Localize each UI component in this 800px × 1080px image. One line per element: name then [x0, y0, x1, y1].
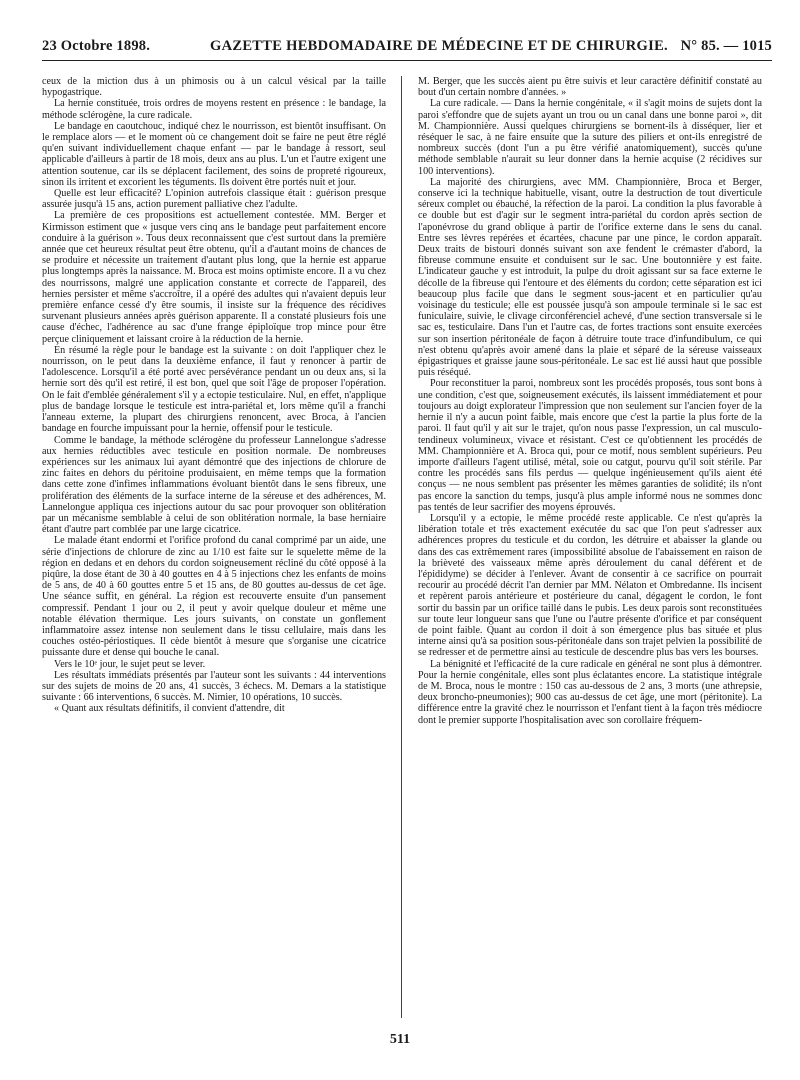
paragraph: Vers le 10ᵉ jour, le sujet peut se lever. [54, 658, 206, 670]
page-folio: 511 [389, 1032, 411, 1047]
paragraph: Quelle est leur efficacité? L'opinion autrefois classique était : guérison presque assurée jusqu'à 15 ans, action purement palliative chez l'adulte. [42, 188, 386, 211]
paragraph: Le malade étant endormi et l'orifice profond du canal comprimé par un aide, une série d'injections de chlorure de zinc au 1/10 est faite sur le squelette même de la région en dedans et en dehors du cordon soigneusement récliné du côté opposé à la piqûre, la dose étant de 30 à 40 gouttes en 4 à 5 injections chez les enfants de moins de 5 ans, de 40 à 60 gouttes entre 5 et 15 ans, de 80 gouttes au-dessus de cet âge. Une séance suffit, en général. La région est recouverte ensuite d'un pansement compressif. Pendant 1 jour ou 2, il peut y avoir quelque douleur et même une notable élévation thermique. Les jours suivants, on constate un gonflement inflammatoire assez intense non seulement dans le tissu cellulaire, mais dans les couches ostéo-périostiques. Il cède bientôt à mesure que s'organise une cicatrice puissante dure et dense qui bouche le canal. [42, 535, 386, 659]
right-column [418, 76, 762, 1018]
paragraph: La cure radicale. — Dans la hernie congénitale, « il s'agit moins de sujets dont la paroi s'effondre que de sujets ayant un trou ou un canal dans une bonne paroi », dit M. Championnière. Aussi quelques chirurgiens se bornent-ils à disséquer, lier et réséquer le sac, à ne faire ensuite que la suture des piliers et ont-ils enregistré de nombreux succès (dont l'un a pu être vérifié anatomiquement), succès qu'une méthode semblable n'aurait su leur donner dans la hernie acquise (2 récidives sur 100 interventions). [418, 98, 762, 177]
paragraph: La majorité des chirurgiens, avec MM. Championnière, Broca et Berger, conserve ici la technique habituelle, visant, outre la destruction de tout diverticule séreux complet ou ébauché, la réfection de la paroi. La condition la plus favorable à ce double but est d'agir sur le segment intra-pariétal du cordon après section de l'aponévrose du grand oblique à partir de l'orifice externe dans le sens du canal. Entre ses lèvres repérées et écartées, chacune par une pince, le cordon apparaît. Deux traits de bistouri donnés suivant son axe fendent le crémaster d'abord, la fibreuse commune ensuite et conduisent sur le sac. Une boutonnière y est faite. L'indicateur gauche y est introduit, la pulpe du droit agissant sur sa face externe le décolle de la fibreuse qui l'entoure et des éléments du cordon; cette séparation est ici beaucoup plus facile que dans le segment sous-jacent et en particulier qu'au voisinage du testicule; elle est poussée jusqu'à son ampoule terminale si le sac est funiculaire, suivie, le clivage circonférenciel achevé, d'une section transversale si le sac es, testiculaire. Dans l'un et l'autre cas, de fortes tractions sont ensuite exercées sur son insertion péritonéale de façon à détruire toute trace d'infundibulum, ce qui n'est obtenu qu'après avoir amené dans la plaie et séparé de la séreuse vaisseaux épigastriques et graisse jaune sous-péritonéale. Le sac est lié aussi haut que possible puis réséqué. [418, 176, 762, 379]
journal-title: GAZETTE HEBDOMADAIRE DE MÉDECINE ET DE CHIRURGIE. [210, 38, 668, 54]
paragraph: « Quant aux résultats définitifs, il convient d'attendre, dit [54, 703, 285, 715]
header-date: 23 Octobre 1898. [42, 38, 151, 54]
paragraph: Le bandage en caoutchouc, indiqué chez le nourrisson, est bientôt insuffisant. On le remplace alors — et le moment où ce changement doit se faire ne peut être réglé qu'en suivant individuellement chaque enfant — par le bandage à ressort, seul applicable d'ailleurs à partir de 18 mois, deux ans au plus. L'un et l'autre exigent une attention soutenue, car ils se déplacent facilement, des soins de propreté rigoureux, sinon ils irritent et excorient les téguments. Ils doivent être portés nuit et jour. [42, 120, 386, 188]
paragraph: En résumé la règle pour le bandage est la suivante : on doit l'appliquer chez le nourrisson, on le peut dans la deuxième enfance, il faut y renoncer à partir de l'adolescence. Lorsqu'il a été porté avec persévérance pendant un ou deux ans, si la hernie sort dès qu'il est retiré, il est bon, quel que soit l'âge de proposer l'opération. On le fait d'emblée généralement s'il y a ectopie testiculaire. Nul, en effet, n'applique plus de bandage lorsque le testicule est intra-pariétal et, lors même qu'il a franchi l'anneau externe, la plupart des chirurgiens renoncent, avec Broca, à l'ancien bandage en fourche impuissant pour la hernie, offensif pour le testicule. [42, 344, 386, 435]
paragraph: Lorsqu'il y a ectopie, le même procédé reste applicable. Ce n'est qu'après la libération totale et très exactement exécutée du sac que l'on peut s'adresser aux adhérences propres du testicule et du cordon, les détruire et abaisser la glande ou dans des cas extrêmement rares (impossibilité absolue de l'abaissement en raison de la brièveté des vaisseaux même après déroulement du canal déférent et de l'épididyme) se décider à l'enlever. Avant de consentir à ce sacrifice on pourrait recourir au procédé décrit l'an dernier par MM. Nélaton et Ombredanne. Ils incisent et repèrent parois antérieure et postérieure du canal, dégagent le cordon, le font sortir du bassin par un orifice taillé dans le pubis. Les deux parois sont reconstituées sur toute leur longueur sans que l'une ou l'autre présente d'orifice et par conséquent de point faible. Quant au cordon il doit à son émergence plus bas située et plus interne ainsi qu'à sa position sous-péritonéale dans son trajet pelvien la possibilité de se redresser et de permettre ainsi au testicule de descendre plus bas vers les bourses. [418, 512, 762, 659]
paragraph: La première de ces propositions est actuellement contestée. MM. Berger et Kirmisson estiment que « jusque vers cinq ans le bandage peut parfaitement encore conduire à la guérison ». Tous deux reconnaissent que c'est surtout dans la première année que cet heureux résultat peut être obtenu, qu'il a d'autant moins de chances de se produire et nécessite un traitement d'autant plus long, que la hernie est apparue plus longtemps après la naissance. M. Broca est moins optimiste encore. Il a vu chez des nourrissons, malgré une application constante et correcte de l'appareil, des hernies persister et même s'accroître, il a opéré des adultes qui n'avaient depuis leur première enfance cessé d'y être soumis, il insiste sur la fréquence des récidives survenant plusieurs années après guérison apparente. Il a constaté plusieurs fois une cause d'échec, l'adhérence au sac d'une frange épiploïque trop mince pour être perçue cliniquement et laissant croire à la réduction de la hernie. [42, 210, 386, 345]
paragraph: La hernie constituée, trois ordres de moyens restent en présence : le bandage, la méthode sclérogène, la cure radicale. [42, 98, 386, 121]
column-divider [401, 76, 402, 1018]
left-column [42, 76, 386, 1018]
header-rule [42, 60, 772, 61]
paragraph: Les résultats immédiats présentés par l'auteur sont les suivants : 44 interventions sur des sujets de moins de 20 ans, 41 succès, 3 échecs. M. Demars a la statistique suivante : 66 interventions, 6 succès. M. Nimier, 10 opérations, 10 succès. [42, 669, 386, 704]
paragraph: Pour reconstituer la paroi, nombreux sont les procédés proposés, tous sont bons à une condition, c'est que, soigneusement exécutés, ils laissent immédiatement et pour toujours au doigt explorateur l'impression que non seulement sur l'ancien foyer de la hernie il n'y a aucun point faible, mais encore que c'est la partie la plus forte de la paroi. Il faut qu'il y ait sur le trajet, qu'on nous passe l'expression, un cal musculo-tendineux volumineux, vivace et résistant. C'est ce qu'obtiennent les procédés de MM. Championnière et A. Broca qui, pour ce motif, nous semblent supérieurs. Peu importe d'ailleurs l'agent utilisé, métal, soie ou catgut, pourvu qu'il soit stérile. Par contre les procédés sans fils perdus — quelque ingénieusement qu'ils aient été conçus — ne nous semblent pas présenter les mêmes garanties de solidité; ils n'ont pas encore la sanction du temps, jusqu'à plus ample informé nous ne sommes donc pas tentés de leur sacrifier des moyens éprouvés. [418, 378, 762, 513]
issue-page-number: N° 85. — 1015 [680, 38, 772, 54]
paragraph: Comme le bandage, la méthode sclérogène du professeur Lannelongue s'adresse aux hernies réductibles avec testicule en position normale. De nombreuses expériences sur les animaux lui ayant démontré que des injections de chlorure de zinc faites en dehors du péritoine produisaient, en même temps que la formation dans cette zone d'infimes inflammations évoluant bientôt dans le sens fibreux, une prolifération des éléments de la surface interne de la séreuse et des adhérences, M. Lannelongue appliqua ces injections autour du sac pour provoquer son oblitération par un mécanisme semblable à celui de son oblitération normale, la base herniaire étant d'autre part comblée par une large cicatrice. [42, 434, 386, 536]
paragraph: La bénignité et l'efficacité de la cure radicale en général ne sont plus à démontrer. Pour la hernie congénitale, elles sont plus éclatantes encore. La statistique intégrale de M. Broca, nous le montre : 150 cas au-dessous de 2 ans, 3 morts (une athrepsie, deux broncho-pneumonies); 900 cas au-dessus de cet âge, une mort (péritonite). La différence entre la gravité chez le nourrisson et l'enfant tient à la façon très médiocre dont le premier supporte l'hospitalisation avec son corollaire fréquem- [418, 658, 762, 726]
paragraph: M. Berger, que les succès aient pu être suivis et leur caractère définitif constaté au bout d'un certain nombre d'années. » [418, 76, 762, 99]
paragraph: ceux de la miction dus à un phimosis ou à un calcul vésical par la taille hypogastrique. [42, 76, 386, 99]
